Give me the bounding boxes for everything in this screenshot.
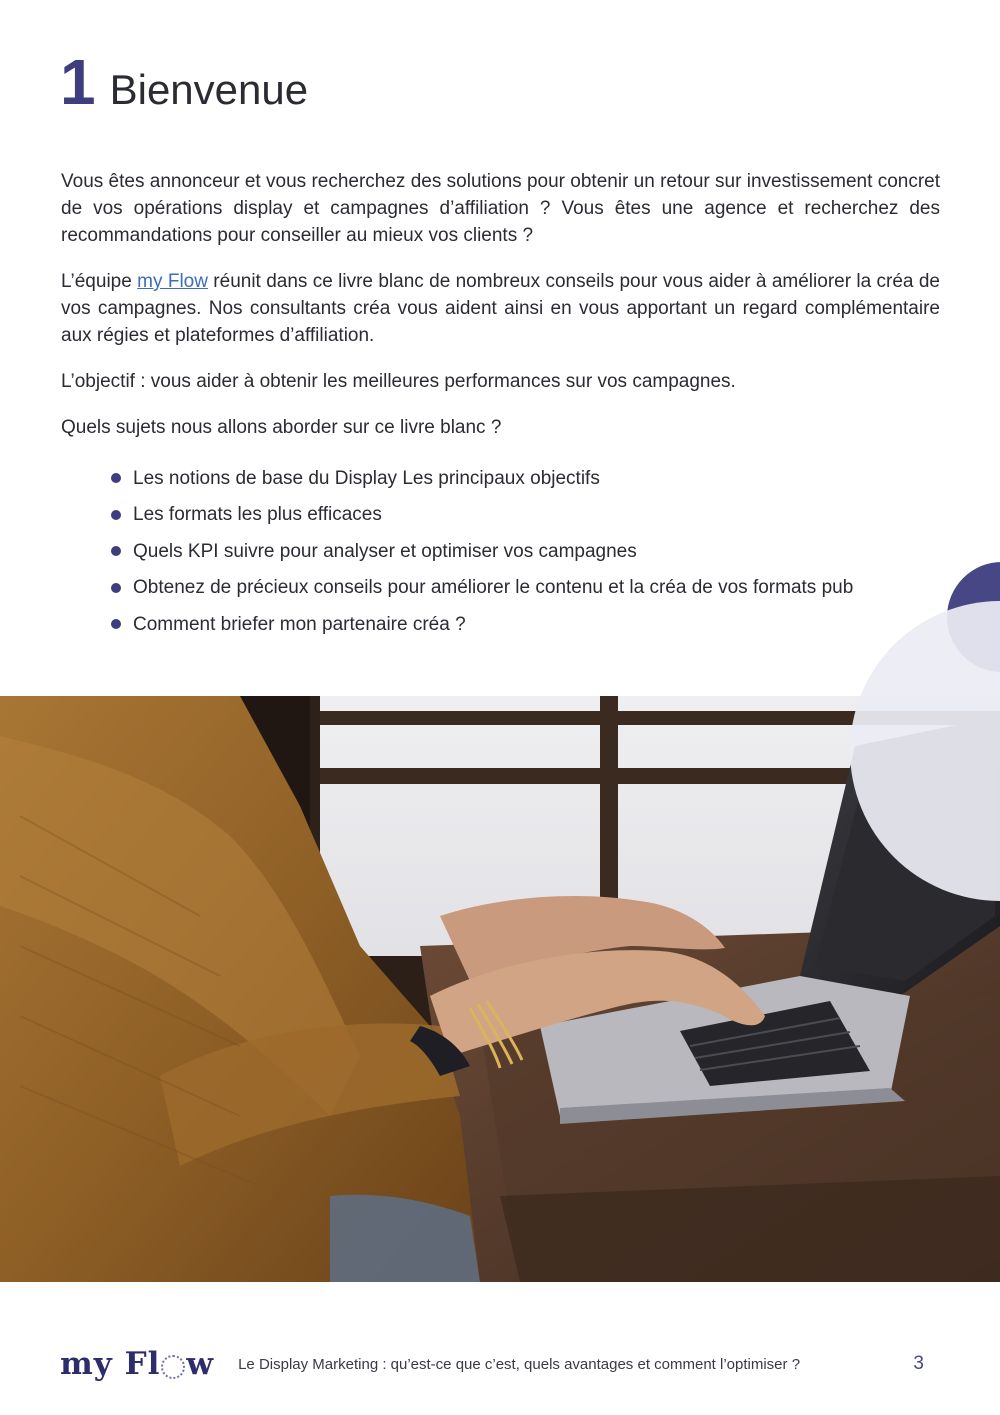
- page-number: 3: [913, 1353, 924, 1374]
- list-item-text: Quels KPI suivre pour analyser et optimiser vos campagnes: [133, 540, 637, 562]
- intro-paragraph-1: Vous êtes annonceur et vous recherchez des solutions pour obtenir un retour sur investissement concret de vos opérations display et campagnes d’affiliation ? Vous êtes une agence et recherchez des recommandations pour conseiller au mieux vos clients ?: [61, 171, 940, 246]
- intro-paragraph-4: Quels sujets nous allons aborder sur ce livre blanc ?: [61, 417, 502, 438]
- logo-text-right: w: [186, 1346, 215, 1382]
- list-item: [111, 460, 940, 497]
- list-item: [111, 570, 940, 607]
- footer-document-title: Le Display Marketing : qu’est-ce que c’est, quels avantages et comment l’optimiser ?: [238, 1355, 801, 1373]
- myflow-link[interactable]: my Flow: [137, 271, 208, 292]
- intro-text: [61, 168, 940, 643]
- logo-text-left: my Fl: [60, 1346, 161, 1382]
- bullet-icon: [111, 583, 121, 593]
- paragraph-2-rest: réunit dans ce livre blanc de nombreux conseils pour vous aider à améliorer la créa de vos campagnes. Nos consultants créa vous aident ainsi en vous apportant un regard complémentaire aux régies et plateformes d’affiliation.: [61, 271, 940, 346]
- myflow-logo: [60, 1346, 214, 1382]
- list-item: [111, 533, 940, 570]
- page-heading: [60, 46, 309, 118]
- list-item: [111, 606, 940, 643]
- logo-dotted-o-icon: [161, 1355, 185, 1379]
- laptop-typing-illustration: [0, 696, 1000, 1282]
- bullet-icon: [111, 473, 121, 483]
- list-item: [111, 497, 940, 534]
- bullet-icon: [111, 619, 121, 629]
- page-footer: [60, 1340, 940, 1388]
- hero-photo: [0, 696, 1000, 1282]
- intro-paragraph-2: [61, 268, 940, 349]
- section-title: Bienvenue: [109, 66, 309, 113]
- intro-paragraph-3: L’objectif : vous aider à obtenir les meilleures performances sur vos campagnes.: [61, 371, 736, 392]
- section-number: 1: [60, 46, 96, 118]
- list-item-text: Obtenez de précieux conseils pour améliorer le contenu et la créa de vos formats pub: [133, 577, 854, 599]
- paragraph-2-lead: L’équipe: [61, 271, 138, 292]
- bullet-icon: [111, 510, 121, 520]
- topics-list: [61, 460, 940, 643]
- list-item-text: Comment briefer mon partenaire créa ?: [133, 613, 466, 635]
- bullet-icon: [111, 546, 121, 556]
- list-item-text: Les formats les plus efficaces: [133, 504, 382, 526]
- list-item-text: Les notions de base du Display Les principaux objectifs: [133, 467, 600, 489]
